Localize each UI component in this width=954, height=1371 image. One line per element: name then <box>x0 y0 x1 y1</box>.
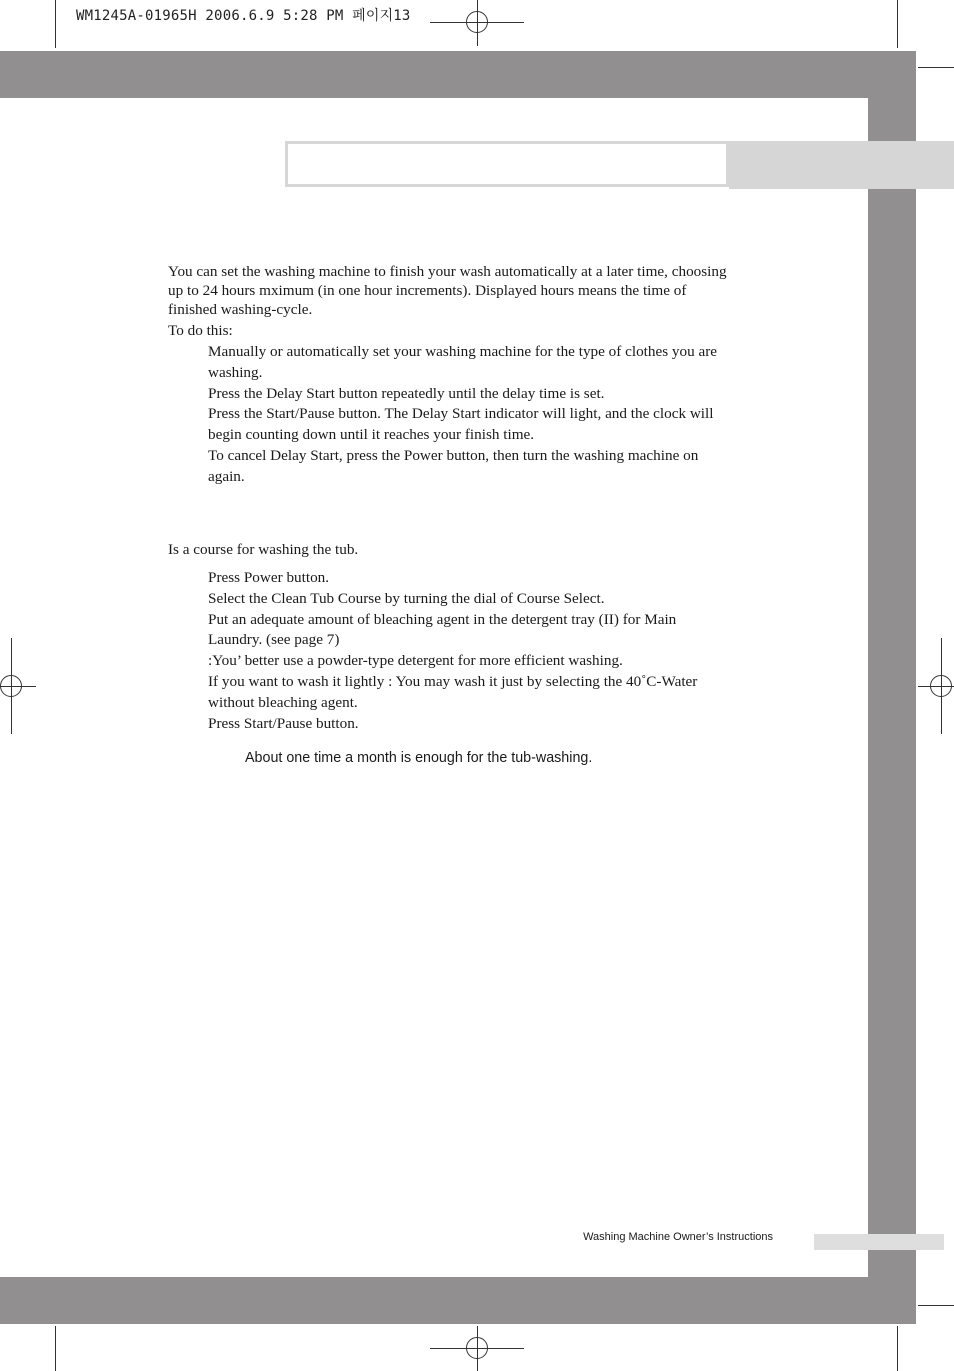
clean-tub-step-line-7: without bleaching agent. <box>208 694 358 711</box>
delay-step-line-1: Manually or automatically set your washing machine for the type of clothes you are <box>208 343 718 360</box>
clean-tub-step-line-4: Laundry. (see page 7) <box>208 631 340 648</box>
clean-tub-step-line-6: If you want to wash it lightly : You may wash it just by selecting the 40˚C-Water <box>208 673 698 690</box>
footer-page-tab <box>814 1234 944 1250</box>
top-band <box>0 51 916 98</box>
delay-step-line-4: Press the Start/Pause button. The Delay Start indicator will light, and the clock will <box>208 405 714 422</box>
delay-step-line-5: begin counting down until it reaches your finish time. <box>208 426 535 443</box>
file-stamp: WM1245A-01965H 2006.6.9 5:28 PM 페이지13 <box>76 8 411 24</box>
delay-intro-line-1: You can set the washing machine to finish your wash automatically at a later time, choosing <box>168 263 727 280</box>
clean-tub-step-line-5: :You’ better use a powder-type detergent for more efficient washing. <box>208 652 623 669</box>
footer-title: Washing Machine Owner’s Instructions <box>583 1231 773 1243</box>
bottom-band <box>0 1277 916 1324</box>
clean-tub-step-line-2: Select the Clean Tub Course by turning the dial of Course Select. <box>208 590 605 607</box>
delay-step-line-6: To cancel Delay Start, press the Power button, then turn the washing machine on <box>208 447 699 464</box>
side-bar <box>868 98 916 1277</box>
delay-step-line-7: again. <box>208 468 245 485</box>
delay-start-section <box>168 262 808 492</box>
delay-step-line-2: washing. <box>208 364 263 381</box>
clean-tub-section <box>168 540 808 775</box>
to-do-this-label: To do this: <box>168 322 233 339</box>
delay-step-line-3: Press the Delay Start button repeatedly until the delay time is set. <box>208 385 605 402</box>
section-title-tab <box>729 141 954 189</box>
section-title-box <box>285 141 729 187</box>
delay-intro-line-3: finished washing-cycle. <box>168 301 313 318</box>
clean-tub-step-line-1: Press Power button. <box>208 569 330 586</box>
clean-tub-step-line-3: Put an adequate amount of bleaching agent in the detergent tray (II) for Main <box>208 611 677 628</box>
clean-tub-intro: Is a course for washing the tub. <box>168 541 359 558</box>
clean-tub-note: About one time a month is enough for the tub-washing. <box>245 750 593 766</box>
clean-tub-step-line-8: Press Start/Pause button. <box>208 715 359 732</box>
delay-intro-line-2: up to 24 hours mximum (in one hour increments). Displayed hours means the time of <box>168 282 687 299</box>
